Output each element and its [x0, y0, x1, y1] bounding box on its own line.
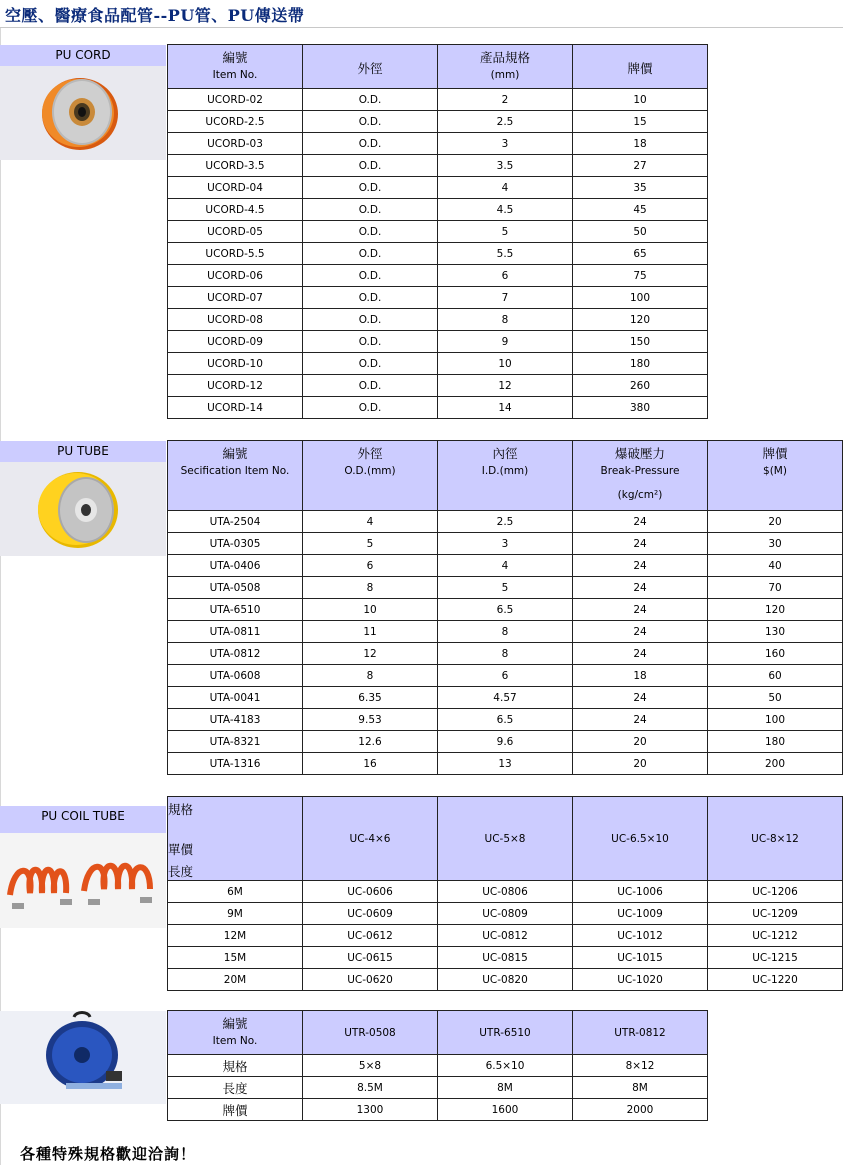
pu-tube-header-3	[573, 441, 708, 511]
table-cell: 長度	[168, 1077, 303, 1099]
table-cell: 24	[573, 687, 708, 709]
table-cell: UCORD-12	[168, 375, 303, 397]
table-row	[168, 599, 843, 621]
table-cell: 6	[438, 665, 573, 687]
table-row	[168, 397, 708, 419]
table-cell: 9.53	[303, 709, 438, 731]
table-cell: 24	[573, 511, 708, 533]
header-label: 產品規格	[479, 50, 530, 65]
table-cell: 15M	[168, 947, 303, 969]
pu-coil-image	[0, 833, 166, 928]
table-cell: UCORD-2.5	[168, 111, 303, 133]
header-label: 外徑	[357, 61, 383, 76]
pu-coil-header-3: UC-8×12	[708, 797, 843, 881]
table-cell: UTA-0305	[168, 533, 303, 555]
header-label: 牌價	[627, 61, 653, 76]
table-cell: O.D.	[303, 353, 438, 375]
table-cell: 40	[708, 555, 843, 577]
table-row	[168, 947, 843, 969]
table-cell: 4	[303, 511, 438, 533]
pu-tube-header-2	[438, 441, 573, 511]
header-sublabel: (mm)	[490, 69, 520, 81]
table-cell: 15	[573, 111, 708, 133]
table-cell: 4	[438, 177, 573, 199]
table-cell: UTA-0608	[168, 665, 303, 687]
table-row	[168, 533, 843, 555]
pu-cord-header-0	[168, 45, 303, 89]
table-cell: UTA-0508	[168, 577, 303, 599]
table-cell: 3.5	[438, 155, 573, 177]
table-cell: 12M	[168, 925, 303, 947]
header-label: 牌價	[762, 446, 788, 461]
table-cell: O.D.	[303, 309, 438, 331]
table-cell: 18	[573, 665, 708, 687]
table-cell: UC-0615	[303, 947, 438, 969]
table-cell: UC-1020	[573, 969, 708, 991]
table-cell: 5	[303, 533, 438, 555]
table-cell: 20M	[168, 969, 303, 991]
table-cell: UC-1006	[573, 881, 708, 903]
pu-tube-header-row	[168, 441, 843, 511]
pu-tube-header-4	[708, 441, 843, 511]
table-cell: UCORD-07	[168, 287, 303, 309]
table-cell: 35	[573, 177, 708, 199]
table-cell: 6.5	[438, 709, 573, 731]
coil-corner-length: 長度	[168, 864, 194, 879]
table-cell: UTA-0811	[168, 621, 303, 643]
table-row	[168, 881, 843, 903]
header-sublabel: Item No.	[212, 69, 258, 81]
pu-cord-label: PU CORD	[0, 45, 166, 66]
table-cell: 20	[708, 511, 843, 533]
table-cell: UC-1206	[708, 881, 843, 903]
table-cell: 規格	[168, 1055, 303, 1077]
table-cell: 150	[573, 331, 708, 353]
table-cell: UC-0620	[303, 969, 438, 991]
header-label: 爆破壓力	[614, 446, 665, 461]
pu-coil-header-0: UC-4×6	[303, 797, 438, 881]
table-cell: UTA-0812	[168, 643, 303, 665]
table-cell: UC-1215	[708, 947, 843, 969]
reel-header-row	[168, 1011, 708, 1055]
table-cell: 3	[438, 133, 573, 155]
table-cell: 4.57	[438, 687, 573, 709]
pu-cord-header-row	[168, 45, 708, 89]
table-cell: UC-0820	[438, 969, 573, 991]
table-cell: 24	[573, 709, 708, 731]
table-cell: 4	[438, 555, 573, 577]
table-row	[168, 155, 708, 177]
table-row	[168, 111, 708, 133]
table-cell: 8	[303, 577, 438, 599]
table-cell: UCORD-04	[168, 177, 303, 199]
table-cell: 27	[573, 155, 708, 177]
table-cell: O.D.	[303, 265, 438, 287]
table-cell: UTA-2504	[168, 511, 303, 533]
table-cell: UTA-0041	[168, 687, 303, 709]
table-row	[168, 221, 708, 243]
table-row	[168, 511, 843, 533]
table-row	[168, 903, 843, 925]
header-sublabel: Secification Item No.	[180, 465, 290, 477]
pu-coil-header-row	[168, 797, 843, 881]
table-cell: 10	[303, 599, 438, 621]
page-title: 空壓、醫療食品配管--PU管、PU傳送帶	[5, 6, 305, 25]
table-cell: 9.6	[438, 731, 573, 753]
table-cell: UC-1209	[708, 903, 843, 925]
table-cell: 18	[573, 133, 708, 155]
table-cell: 6.5	[438, 599, 573, 621]
table-cell: 16	[303, 753, 438, 775]
header-sublabel: $(M)	[763, 465, 787, 477]
table-cell: 5×8	[303, 1055, 438, 1077]
table-cell: 60	[708, 665, 843, 687]
table-cell: 100	[708, 709, 843, 731]
table-row	[168, 265, 708, 287]
table-row	[168, 287, 708, 309]
table-cell: 5	[438, 221, 573, 243]
table-cell: 45	[573, 199, 708, 221]
pu-cord-table	[167, 44, 708, 419]
table-cell: UCORD-06	[168, 265, 303, 287]
table-cell: 10	[573, 89, 708, 111]
table-cell: 20	[573, 731, 708, 753]
table-cell: O.D.	[303, 89, 438, 111]
table-cell: 8	[438, 643, 573, 665]
table-cell: 12	[438, 375, 573, 397]
table-cell: 8M	[573, 1077, 708, 1099]
table-cell: 24	[573, 555, 708, 577]
table-cell: UC-0806	[438, 881, 573, 903]
table-cell: 24	[573, 599, 708, 621]
table-cell: O.D.	[303, 243, 438, 265]
table-cell: 30	[708, 533, 843, 555]
table-row	[168, 1099, 708, 1121]
header-label: 內徑	[492, 446, 518, 461]
table-cell: UCORD-08	[168, 309, 303, 331]
header-label: 編號	[222, 446, 248, 461]
reel-image	[0, 1011, 166, 1104]
table-cell: 8.5M	[303, 1077, 438, 1099]
table-cell: UC-0809	[438, 903, 573, 925]
pu-coil-header-2: UC-6.5×10	[573, 797, 708, 881]
pu-coil-label: PU COIL TUBE	[0, 806, 166, 833]
table-row	[168, 1077, 708, 1099]
table-cell: UCORD-14	[168, 397, 303, 419]
table-cell: 8	[438, 309, 573, 331]
table-cell: 50	[573, 221, 708, 243]
table-cell: 70	[708, 577, 843, 599]
table-cell: O.D.	[303, 111, 438, 133]
table-cell: 9	[438, 331, 573, 353]
table-cell: 5	[438, 577, 573, 599]
table-cell: UCORD-05	[168, 221, 303, 243]
coil-corner-cell	[168, 797, 303, 881]
table-cell: UCORD-02	[168, 89, 303, 111]
table-cell: 10	[438, 353, 573, 375]
reel-model-header-0: UTR-0508	[303, 1011, 438, 1055]
table-cell: UC-0606	[303, 881, 438, 903]
table-cell: 6.35	[303, 687, 438, 709]
table-cell: UC-0812	[438, 925, 573, 947]
table-row	[168, 375, 708, 397]
table-row	[168, 753, 843, 775]
table-cell: 260	[573, 375, 708, 397]
table-row	[168, 665, 843, 687]
pu-tube-table	[167, 440, 843, 775]
table-row	[168, 643, 843, 665]
table-cell: 200	[708, 753, 843, 775]
table-cell: UC-1009	[573, 903, 708, 925]
table-cell: UTA-6510	[168, 599, 303, 621]
table-cell: 2.5	[438, 511, 573, 533]
pu-tube-header-0	[168, 441, 303, 511]
table-row	[168, 243, 708, 265]
pu-cord-header-1	[303, 45, 438, 89]
header-label: 外徑	[357, 446, 383, 461]
table-cell: 6	[438, 265, 573, 287]
table-row	[168, 89, 708, 111]
table-cell: UC-1012	[573, 925, 708, 947]
table-row	[168, 309, 708, 331]
table-cell: UCORD-03	[168, 133, 303, 155]
pu-cord-header-2	[438, 45, 573, 89]
table-cell: 180	[573, 353, 708, 375]
table-cell: O.D.	[303, 177, 438, 199]
reel-table	[167, 1010, 708, 1121]
table-cell: 牌價	[168, 1099, 303, 1121]
table-row	[168, 577, 843, 599]
table-cell: O.D.	[303, 199, 438, 221]
table-cell: O.D.	[303, 155, 438, 177]
table-cell: UC-0815	[438, 947, 573, 969]
table-cell: UC-1220	[708, 969, 843, 991]
table-cell: 11	[303, 621, 438, 643]
table-cell: 13	[438, 753, 573, 775]
table-cell: 75	[573, 265, 708, 287]
table-row	[168, 555, 843, 577]
table-row	[168, 687, 843, 709]
table-cell: O.D.	[303, 287, 438, 309]
pu-cord-image	[0, 66, 166, 160]
header-label: 編號	[222, 50, 248, 65]
table-cell: 1300	[303, 1099, 438, 1121]
table-cell: 24	[573, 621, 708, 643]
reel-header-item	[168, 1011, 303, 1055]
table-cell: 24	[573, 533, 708, 555]
table-cell: UC-1015	[573, 947, 708, 969]
header-sublabel: Break-Pressure	[600, 465, 680, 477]
table-cell: 24	[573, 643, 708, 665]
table-cell: 2.5	[438, 111, 573, 133]
table-cell: UTA-1316	[168, 753, 303, 775]
table-cell: 8	[438, 621, 573, 643]
header-sublabel: (kg/cm²)	[617, 489, 663, 501]
table-row	[168, 353, 708, 375]
pu-coil-header-1: UC-5×8	[438, 797, 573, 881]
table-cell: 8×12	[573, 1055, 708, 1077]
pu-tube-label: PU TUBE	[0, 441, 166, 462]
coil-corner-price: 單價	[168, 842, 194, 857]
table-cell: O.D.	[303, 331, 438, 353]
table-row	[168, 177, 708, 199]
pu-tube-header-1	[303, 441, 438, 511]
left-border	[0, 28, 1, 1165]
header-sublabel: O.D.(mm)	[344, 465, 396, 477]
table-cell: 100	[573, 287, 708, 309]
table-cell: UCORD-3.5	[168, 155, 303, 177]
table-cell: 8	[303, 665, 438, 687]
header-sublabel: I.D.(mm)	[481, 465, 529, 477]
reel-model-header-1: UTR-6510	[438, 1011, 573, 1055]
table-cell: 24	[573, 577, 708, 599]
table-cell: 180	[708, 731, 843, 753]
table-cell: 120	[573, 309, 708, 331]
table-cell: 9M	[168, 903, 303, 925]
table-cell: 20	[573, 753, 708, 775]
table-cell: 2000	[573, 1099, 708, 1121]
table-cell: 130	[708, 621, 843, 643]
pu-cord-header-3	[573, 45, 708, 89]
coil-corner-spec: 規格	[168, 802, 194, 817]
table-cell: 7	[438, 287, 573, 309]
footer-note: 各種特殊規格歡迎洽詢！	[20, 1145, 197, 1163]
table-cell: 2	[438, 89, 573, 111]
table-row	[168, 621, 843, 643]
table-cell: 380	[573, 397, 708, 419]
table-cell: O.D.	[303, 375, 438, 397]
title-divider	[0, 27, 843, 28]
table-cell: 12.6	[303, 731, 438, 753]
table-cell: 8M	[438, 1077, 573, 1099]
table-cell: 14	[438, 397, 573, 419]
table-cell: 5.5	[438, 243, 573, 265]
table-cell: O.D.	[303, 397, 438, 419]
table-row	[168, 925, 843, 947]
table-cell: O.D.	[303, 221, 438, 243]
table-cell: UTA-0406	[168, 555, 303, 577]
table-cell: O.D.	[303, 133, 438, 155]
table-cell: UC-0609	[303, 903, 438, 925]
table-cell: 6M	[168, 881, 303, 903]
table-cell: 50	[708, 687, 843, 709]
table-row	[168, 731, 843, 753]
table-cell: UC-1212	[708, 925, 843, 947]
table-row	[168, 331, 708, 353]
pu-tube-image	[0, 462, 166, 556]
table-cell: 6.5×10	[438, 1055, 573, 1077]
table-row	[168, 969, 843, 991]
table-row	[168, 133, 708, 155]
table-cell: 1600	[438, 1099, 573, 1121]
table-cell: 160	[708, 643, 843, 665]
pu-coil-table	[167, 796, 843, 991]
table-cell: UTA-4183	[168, 709, 303, 731]
table-row	[168, 709, 843, 731]
table-cell: 12	[303, 643, 438, 665]
table-cell: UCORD-09	[168, 331, 303, 353]
table-cell: 6	[303, 555, 438, 577]
table-cell: 4.5	[438, 199, 573, 221]
table-row	[168, 199, 708, 221]
table-cell: UC-0612	[303, 925, 438, 947]
table-cell: UCORD-5.5	[168, 243, 303, 265]
table-cell: 65	[573, 243, 708, 265]
table-cell: UTA-8321	[168, 731, 303, 753]
table-row	[168, 1055, 708, 1077]
table-cell: 120	[708, 599, 843, 621]
table-cell: 3	[438, 533, 573, 555]
reel-model-header-2: UTR-0812	[573, 1011, 708, 1055]
table-cell: UCORD-10	[168, 353, 303, 375]
reel-header-item-zh: 編號	[222, 1016, 248, 1031]
reel-header-item-en: Item No.	[212, 1035, 258, 1047]
table-cell: UCORD-4.5	[168, 199, 303, 221]
